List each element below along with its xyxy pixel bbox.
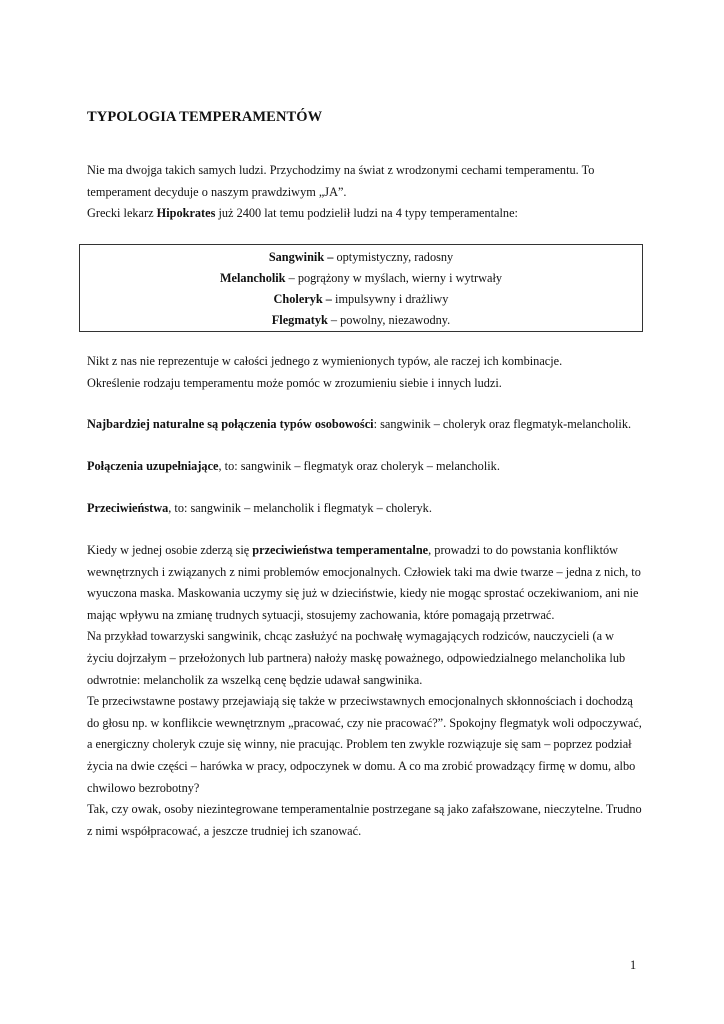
body-line-9: do głosu np. w konflikcie wewnętrznym „pracować, czy nie pracować?”. Spokojny flegmatyk woli odpoczywać, <box>87 715 642 730</box>
document-title: TYPOLOGIA TEMPERAMENTÓW <box>87 109 323 125</box>
body-line-2: wewnętrznych i związanych z nimi problemów emocjonalnych. Człowiek taki ma dwie twarze – jedna z nich, to <box>87 564 641 579</box>
body-line-6: życiu dojrzałym – przełożonych lub partnera) nałoży maskę poważnego, odpowiedzialnego melancholika lub <box>87 650 626 665</box>
combination-paragraph <box>87 351 647 394</box>
intro-line-3-end: już 2400 lat temu podzielił ludzi na 4 typy temperamentalne: <box>215 206 518 221</box>
type-description: impulsywny i drażliwy <box>331 292 449 306</box>
complementary-text: , to: sangwinik – flegmatyk oraz choleryk – melancholik. <box>218 459 500 473</box>
natural-combinations-paragraph <box>87 414 647 436</box>
intro-line-3 <box>87 203 647 225</box>
type-description: optymistyczny, radosny <box>333 250 454 264</box>
complementary-paragraph <box>87 456 647 478</box>
complementary-heading: Połączenia uzupełniające <box>87 459 219 473</box>
body-line-1-end: , prowadzi to do powstania konfliktów <box>428 543 619 557</box>
type-flegmatyk <box>80 310 642 332</box>
type-name: Melancholik <box>219 271 286 285</box>
body-line-1-start: Kiedy w jednej osobie zderzą się <box>87 543 253 557</box>
page-number: 1 <box>630 958 637 972</box>
type-name: Choleryk – <box>273 292 332 306</box>
body-line-7: odwrotnie: melancholik za wszelką cenę będzie udawał sangwinika. <box>87 672 423 687</box>
intro-line-3-start: Grecki lekarz <box>87 206 157 221</box>
opposites-paragraph <box>87 498 647 520</box>
body-line-14: z nimi współpracować, a jeszcze trudniej ich szanować. <box>87 823 362 838</box>
type-description: – powolny, niezawodny. <box>327 313 451 327</box>
type-sangwinik <box>80 247 642 269</box>
body-line-1 <box>87 540 647 562</box>
body-line-8: Te przeciwstawne postawy przejawiają się także w przeciwstawnych emocjonalnych skłonnościach i dochodzą <box>87 694 633 709</box>
hipokrates-name: Hipokrates <box>156 206 216 221</box>
natural-combinations-heading: Najbardziej naturalne są połączenia typów osobowości <box>87 417 374 431</box>
body-line-3: wyuczona maska. Maskowania uczymy się już w dzieciństwie, kiedy nie mogąc sprostać oczekiwaniom, ani nie <box>87 586 639 601</box>
intro-paragraph <box>87 160 647 225</box>
opposites-heading: Przeciwieństwa <box>87 501 169 515</box>
type-name: Sangwinik – <box>268 250 334 264</box>
body-line-5: Na przykład towarzyski sangwinik, chcąc zasłużyć na pochwałę wymagających rodziców, nauczycieli (a w <box>87 629 615 644</box>
type-choleryk <box>80 289 642 311</box>
body-line-13: Tak, czy owak, osoby niezintegrowane temperamentalnie postrzegane są jako zafałszowane, nieczytelne. Trudno <box>87 802 642 817</box>
natural-combinations-text: : sangwinik – choleryk oraz flegmatyk-melancholik. <box>373 417 632 431</box>
body-line-10: a energiczny choleryk czuje się winny, nie pracując. Problem ten zwykle rozwiązuje się sam – poprzez podział <box>87 737 632 752</box>
type-name: Flegmatyk <box>271 313 328 327</box>
opposites-text: , to: sangwinik – melancholik i flegmatyk – choleryk. <box>168 501 432 515</box>
intro-line-2: temperament decyduje o naszym prawdziwym „JA”. <box>87 184 347 199</box>
body-line-11: życia na dwie części – harówka w pracy, odpoczynek w domu. A co ma zrobić prowadzący firmę w domu, albo <box>87 758 636 773</box>
combination-line-2: Określenie rodzaju temperamentu może pomóc w zrozumieniu siebie i innych ludzi. <box>87 375 502 390</box>
body-line-4: mając wpływu na zmianę trudnych sytuacji, stosujemy zachowania, które pomagają przetrwać. <box>87 607 555 622</box>
temperament-types-box <box>79 244 643 332</box>
type-melancholik <box>80 268 642 290</box>
type-description: – pogrążony w myślach, wierny i wytrwały <box>285 271 503 285</box>
body-paragraph <box>87 540 647 842</box>
intro-line-1: Nie ma dwojga takich samych ludzi. Przychodzimy na świat z wrodzonymi cechami temperamentu. To <box>87 163 595 177</box>
opposites-term: przeciwieństwa temperamentalne <box>252 543 429 557</box>
combination-line-1: Nikt z nas nie reprezentuje w całości jednego z wymienionych typów, ale raczej ich kombinacje. <box>87 354 563 368</box>
body-line-12: chwilowo bezrobotny? <box>87 780 200 795</box>
